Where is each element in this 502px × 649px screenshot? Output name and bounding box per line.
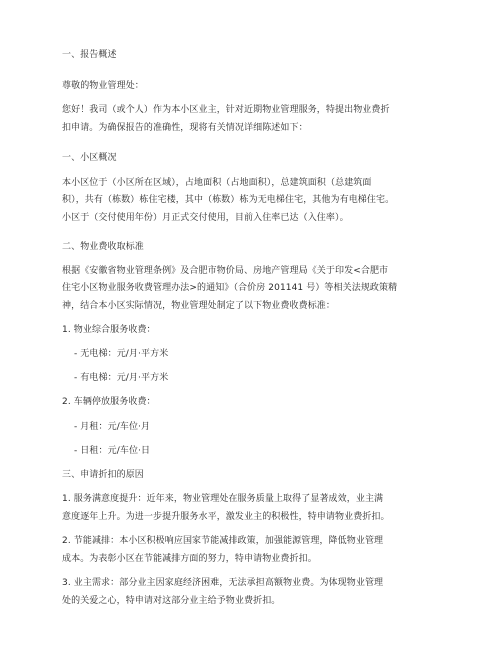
standard-line-1: 根据《安徽省物业管理条例》及合肥市物价局、房地产管理局《关于印发<合肥市 — [62, 266, 389, 276]
list-subitem-monthly: - 月租：元/车位·月 — [74, 422, 151, 432]
section-heading-reasons: 三、申请折扣的原因 — [62, 470, 144, 480]
reason-1-line-2: 意度逐年上升。为进一步提升服务水平，激发业主的积极性，特申请物业费折扣。 — [62, 512, 390, 522]
section-heading-fee-standard: 二、物业费收取标准 — [62, 242, 144, 252]
salutation: 尊敬的物业管理处： — [62, 81, 144, 91]
list-item-service-fee: 1. 物业综合服务收费： — [62, 325, 156, 335]
reason-1-line-1: 1. 服务满意度提升：近年来，物业管理处在服务质量上取得了显著成效，业主满 — [62, 494, 384, 504]
standard-line-3: 神，结合本小区实际情况，物业管理处制定了以下物业费收费标准： — [62, 301, 336, 311]
reason-3-line-1: 3. 业主需求：部分业主因家庭经济困难，无法承担高额物业费。为体现物业管理 — [62, 578, 384, 588]
section-heading-overview: 一、报告概述 — [62, 50, 117, 60]
list-subitem-daily: - 日租：元/车位·日 — [74, 446, 151, 456]
section-heading-community: 一、小区概况 — [62, 153, 117, 163]
intro-line-1: 您好！我司（或个人）作为本小区业主，针对近期物业管理服务，特提出物业费折 — [62, 105, 390, 115]
reason-3-line-2: 处的关爱之心，特申请对这部分业主给予物业费折扣。 — [62, 596, 281, 606]
intro-line-2: 扣申请。为确保报告的准确性，现将有关情况详细陈述如下： — [62, 123, 308, 133]
reason-2-line-1: 2. 节能减排：本小区积极响应国家节能减排政策，加强能源管理，降低物业管理 — [62, 536, 384, 546]
reason-2-line-2: 成本。为表彰小区在节能减排方面的努力，特申请物业费折扣。 — [62, 554, 317, 564]
list-item-parking-fee: 2. 车辆停放服务收费： — [62, 397, 156, 407]
standard-line-2: 住宅小区物业服务收费管理办法>的通知》（合价房 201141 号）等相关法规政策精 — [62, 283, 398, 293]
overview-line-1: 本小区位于（小区所在区域），占地面积（占地面积），总建筑面积（总建筑面 — [62, 178, 372, 188]
overview-line-2: 积），共有（栋数）栋住宅楼，其中（栋数）栋为无电梯住宅，其他为有电梯住宅。 — [62, 195, 395, 205]
list-subitem-no-elevator: - 无电梯：元/月·平方米 — [74, 349, 169, 359]
overview-line-3: 小区于（交付使用年份）月正式交付使用，目前入住率已达（入住率）。 — [62, 213, 349, 223]
list-subitem-with-elevator: - 有电梯：元/月·平方米 — [74, 373, 169, 383]
